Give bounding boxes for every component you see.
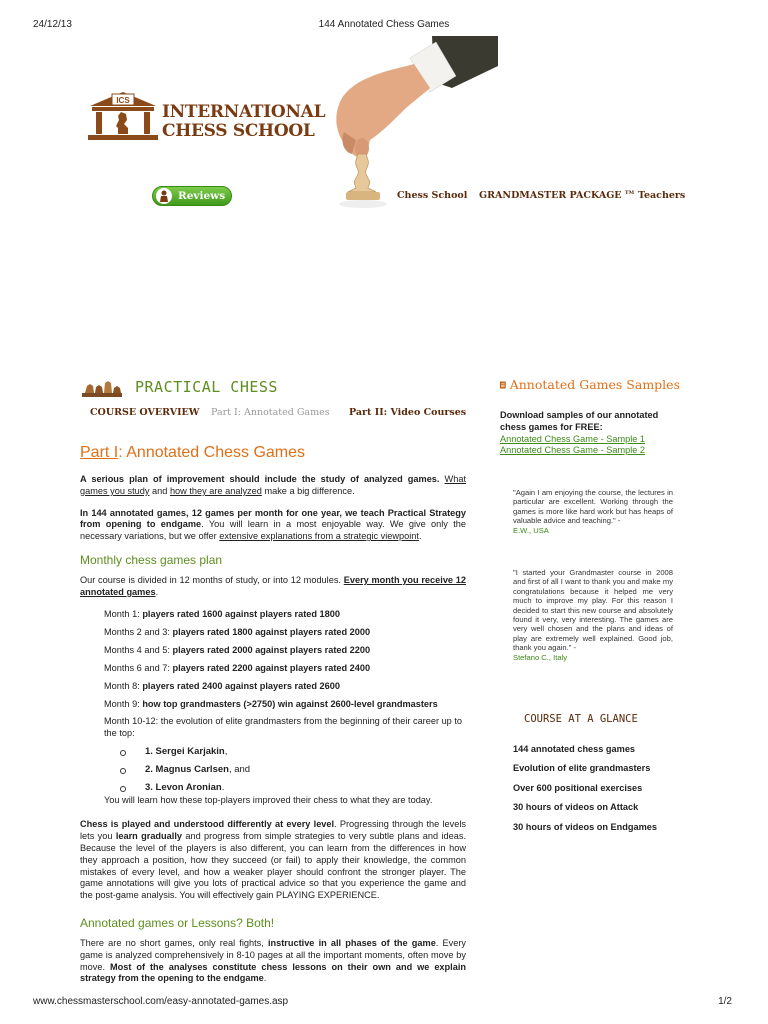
plan-intro (80, 575, 466, 599)
part-1-link[interactable]: Part I (80, 444, 119, 461)
month-item (104, 699, 466, 711)
site-logo[interactable] (88, 90, 326, 142)
player-suffix: , and (228, 764, 251, 776)
intro-link-what-games[interactable]: What games you study (80, 474, 466, 496)
month-text: players rated 2400 against players rated 2600 (142, 680, 340, 691)
nav-gm-trademark: TM (624, 190, 635, 196)
players-list (80, 746, 466, 793)
player-name: 1. Sergei Karjakin (145, 746, 225, 758)
glance-list (513, 744, 657, 841)
chess-pieces-icon (82, 380, 122, 397)
month-text: players rated 1600 against players rated 1800 (142, 608, 340, 619)
months-list (80, 609, 466, 741)
tab-part-2-video-courses[interactable]: Part II: Video Courses (349, 407, 467, 418)
quote-author: Stefano C., Italy (513, 652, 568, 662)
samples-download-text: Download samples of our annotated chess games for FREE: (500, 410, 659, 432)
month-label: Month 1: (104, 608, 143, 619)
month-item (104, 609, 466, 621)
level-text-2: and progress from simple strategies to very subtle plans and ideas. Because the level of the players is also different, you can learn from the differences in how they approach a position, how they succeed (or fail) to apply their knowledge, the common mistakes of every level, and how a weaker player should confront the stronger player. The game annotations will give you lots of practical advice so that you experience the game and the post-game analysis. You will effectively gain PLAYING EXPERIENCE. (80, 831, 467, 901)
print-url: www.chessmasterschool.com/easy-annotated-games.asp (33, 996, 289, 1007)
plan-heading: Monthly chess games plan (80, 552, 223, 567)
level-text-1: . Progressing through the levels lets you (80, 819, 466, 842)
player-suffix: . (221, 781, 225, 793)
player-name: 3. Levon Aronian (145, 781, 222, 793)
page-heading-text: : Annotated Chess Games (118, 444, 306, 461)
nav-gm-label: GRANDMASTER PACKAGE (479, 190, 622, 202)
logo-badge: ICS (116, 96, 130, 105)
print-title: 144 Annotated Chess Games (318, 19, 450, 30)
reviews-badge-icon (156, 188, 172, 204)
plan-intro-bold: Every month you receive 12 annotated games (80, 574, 466, 597)
lessons-paragraph (80, 938, 466, 985)
logo-text-chess-school: CHESS SCHOOL (162, 121, 315, 141)
lessons-bold-1: instructive in all phases of the game (267, 938, 436, 949)
nav-chess-school[interactable]: Chess School (397, 190, 468, 201)
page-heading (80, 444, 466, 462)
games-paragraph (80, 508, 466, 543)
glance-item: Evolution of elite grandmasters (513, 763, 651, 774)
month-item: Month 10-12: the evolution of elite grandmasters from the beginning of their career up to the top: (104, 716, 463, 739)
document-icon (500, 379, 506, 391)
quote-text: "I started your Grandmaster course in 2008 and first of all I want to thank you and make my congratulations because it helped me very much to improve my play. For this reason I decided to start this new course and absolutely found it very, very interesting. The games are very well chosen and the plans and ideas of play are extremely well explained. Good job, thank you again." - (513, 568, 673, 653)
intro-bold: A serious plan of improvement should include the study of analyzed games. (80, 474, 440, 484)
month-item (104, 681, 466, 693)
month-text: players rated 1800 against players rated 2000 (172, 626, 371, 637)
player-item (120, 746, 466, 758)
month-label: Month 8: (104, 680, 143, 691)
month-text: players rated 2000 against players rated 2200 (172, 644, 371, 655)
month-label: Months 4 and 5: (104, 644, 173, 655)
month-item (104, 645, 466, 657)
player-name: 2. Magnus Carlsen (145, 764, 229, 776)
lessons-bold-2: Most of the analyses constitute chess lessons on their own and we explain strategy from the opening to the endgame (80, 961, 466, 984)
glance-item: 144 annotated chess games (513, 744, 636, 754)
sample-2-link[interactable]: Annotated Chess Game - Sample 2 (500, 445, 646, 456)
players-tail: You will learn how these top-players improved their chess to what they are today. (104, 794, 433, 805)
intro-link-how-analyzed[interactable]: how they are analyzed (169, 485, 262, 496)
glance-heading: COURSE AT A GLANCE (524, 713, 638, 725)
level-paragraph (80, 819, 466, 902)
quote-text: "Again I am enjoying the course, the lectures in particular are excellent. Working through the games is more like hard work but has heaps of valuable advice and teaching." - (513, 488, 673, 526)
month-label: Months 2 and 3: (104, 626, 173, 637)
print-page-number: 1/2 (718, 996, 732, 1007)
games-bold: In 144 annotated games, 12 games per month for one year, we teach Practical Strategy from opening to endgame (80, 507, 466, 530)
tab-course-overview[interactable]: COURSE OVERVIEW (90, 407, 200, 418)
hand-with-chess-piece-image (322, 36, 498, 214)
lessons-text-1: There are no short games, only real fights, (80, 938, 264, 949)
course-title: PRACTICAL CHESS (135, 378, 278, 396)
reviews-button-label: Reviews (178, 190, 226, 202)
games-text-1: . You will learn in a most enjoyable way. We give only the necessary variations, but we offer (80, 519, 466, 542)
testimonial-quote (513, 488, 673, 535)
testimonial-quote (513, 568, 673, 662)
intro-text-1: and (152, 485, 168, 496)
glance-item: Over 600 positional exercises (513, 782, 643, 793)
player-suffix: , (224, 746, 228, 758)
temple-logo-icon (88, 90, 158, 142)
level-bold-1: Chess is played and understood differently at every level (80, 819, 335, 830)
player-item (120, 764, 466, 776)
strategic-viewpoint-link[interactable]: extensive explanations from a strategic viewpoint (219, 531, 419, 542)
plan-intro-text: Our course is divided in 12 months of study, or into 12 modules. (80, 574, 341, 585)
sample-1-link[interactable]: Annotated Chess Game - Sample 1 (500, 433, 646, 444)
quote-author: E.W., USA (513, 525, 549, 535)
print-date: 24/12/13 (33, 19, 72, 30)
samples-heading-text: Annotated Games Samples (509, 377, 680, 392)
samples-heading (500, 377, 680, 392)
main-content (80, 444, 466, 995)
glance-item: 30 hours of videos on Endgames (513, 821, 657, 832)
games-text-2: . (418, 531, 422, 542)
month-label: Months 6 and 7: (104, 662, 173, 673)
lessons-heading: Annotated games or Lessons? Both! (80, 916, 275, 931)
logo-text-international: INTERNATIONAL (162, 102, 326, 122)
intro-paragraph (80, 474, 466, 498)
month-label: Month 9: (104, 698, 143, 709)
plan-intro-end: . (155, 586, 159, 597)
month-item (104, 663, 466, 675)
lessons-text-2: . Every game is analyzed comprehensively in 8-10 pages at all the important moments, often move by move. (80, 938, 466, 972)
nav-teachers[interactable]: Teachers (638, 190, 686, 201)
tab-part-1-annotated-games[interactable]: Part I: Annotated Games (211, 407, 330, 418)
nav-grandmaster-package[interactable] (479, 190, 634, 201)
intro-text-2: make a big difference. (264, 485, 355, 496)
month-text: players rated 2200 against players rated 2400 (172, 662, 371, 673)
lessons-text-3: . (263, 973, 267, 984)
samples-download-block (500, 410, 670, 457)
month-item (104, 627, 466, 639)
level-bold-2: learn gradually (115, 831, 182, 842)
player-item (120, 782, 466, 794)
month-text: how top grandmasters (>2750) win against 2600-level grandmasters (142, 698, 438, 709)
glance-item: 30 hours of videos on Attack (513, 802, 639, 813)
reviews-button[interactable] (152, 186, 232, 206)
